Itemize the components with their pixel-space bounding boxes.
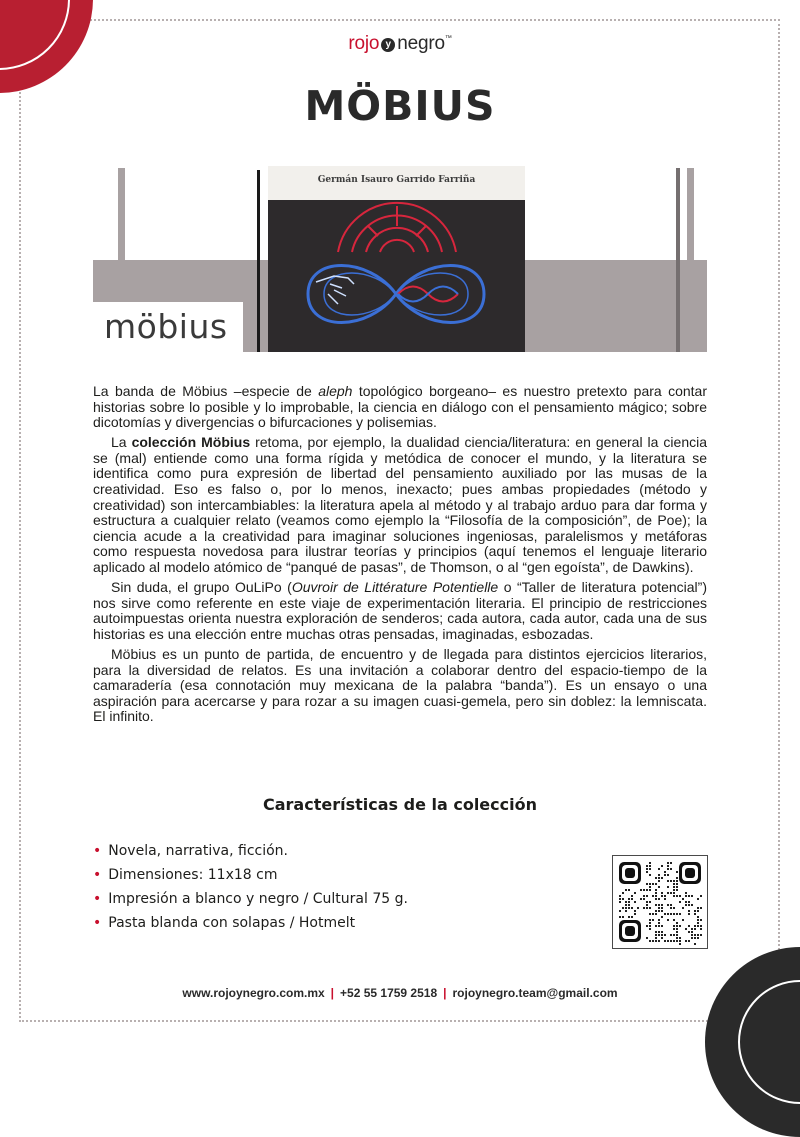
collection-description [93, 384, 707, 729]
footer-website[interactable]: www.rojoynegro.com.mx [182, 986, 325, 1000]
feature-item: • Dimensiones: 11x18 cm [93, 867, 278, 883]
cover-author: Germán Isauro Garrido Farriña [317, 175, 476, 185]
paragraph-1: La banda de Möbius –especie de aleph topológico borgeano– es nuestro pretexto para contar historias sobre lo posible y lo improbable, la ciencia en diálogo con el pensamiento mágico; sobre dicotomías y divergencias o bifurcaciones y polisemias. [93, 383, 707, 431]
footer-email[interactable]: rojoynegro.team@gmail.com [452, 986, 618, 1000]
logo-y-badge: y [381, 38, 395, 52]
paragraph-3: Sin duda, el grupo OuLiPo (Ouvroir de Littérature Potentielle o “Taller de literatura potencial”) nos sirve como referente en este viaje de experimentación literaria. El principio de restricciones autoimpuestas orienta nuestra exploración de senderos; cada autora, cada autor, cada una de sus historias es una elección entre muchas otras pensadas, imaginadas, esbozadas. [93, 579, 707, 642]
publisher-logo [0, 33, 800, 55]
logo-trademark: ™ [444, 35, 452, 42]
cover-hand-art [316, 276, 354, 304]
footer-separator: | [443, 986, 447, 1000]
qr-code[interactable] [612, 855, 708, 949]
features-list [93, 841, 408, 937]
book-spine [257, 170, 260, 352]
cover-helix-art [398, 287, 458, 302]
bullet-icon: • [93, 867, 102, 883]
bullet-icon: • [93, 915, 102, 931]
page-title: MÖBIUS [304, 82, 496, 130]
footer-contact [0, 986, 800, 1000]
feature-item: • Pasta blanda con solapas / Hotmelt [93, 915, 356, 931]
cover-maze-art [338, 203, 456, 252]
footer-phone[interactable]: +52 55 1759 2518 [340, 986, 438, 1000]
logo-rojo: rojo [348, 33, 380, 54]
cover-art [268, 166, 525, 352]
feature-item: • Novela, narrativa, ficción. [93, 843, 289, 859]
bullet-icon: • [93, 843, 102, 859]
bullet-icon: • [93, 891, 102, 907]
banner-post-right-shadow [676, 168, 680, 352]
paragraph-2: La colección Möbius retoma, por ejemplo, la dualidad ciencia/literatura: en general la ciencia se (mal) entiende como una forma rígida y metódica de conocer el mundo, y la literatura se identifica como pura expresión de libertad del pensamiento auxiliado por las musas de la creatividad. Eso es falso o, por lo menos, inexacto; pues ambas propiedades (método y creatividad) son intercambiables: la literatura apela al método y al trabajo arduo para dar forma y estructura a cualquier relato (veamos como ejemplo la “Filosofía de la composición”, de Poe); la ciencia acude a la creatividad para imaginar soluciones ingeniosas, paralelismos y metáforas como respuesta novedosa para ilustrar teorías y principios (aquí tenemos el lenguaje literario aplicado al modelo atómico de “panqué de pasas”, de Thomson, o al “gen egoísta”, de Dawkins). [93, 434, 707, 576]
collection-logo: möbius [104, 307, 228, 346]
book-cover [268, 166, 525, 352]
features-heading: Características de la colección [263, 795, 537, 814]
feature-item: • Impresión a blanco y negro / Cultural 75 g. [93, 891, 408, 907]
banner-post-right [687, 168, 694, 352]
footer-separator: | [330, 986, 335, 1000]
paragraph-4: Möbius es un punto de partida, de encuentro y de llegada para distintos ejercicios literarios, para la diversidad de relatos. Es una invitación a colaborar dentro del espacio-tiempo de la camaradería (esa connotación muy mexicana de la palabra “banda”). Es un ensayo o una aspiración para acercarse y para rozar a su imagen cuasi-gemela, pero sin doblez: la lemniscata. El infinito. [93, 646, 707, 725]
logo-negro: negro [397, 33, 445, 54]
qr-code-icon [613, 856, 707, 948]
